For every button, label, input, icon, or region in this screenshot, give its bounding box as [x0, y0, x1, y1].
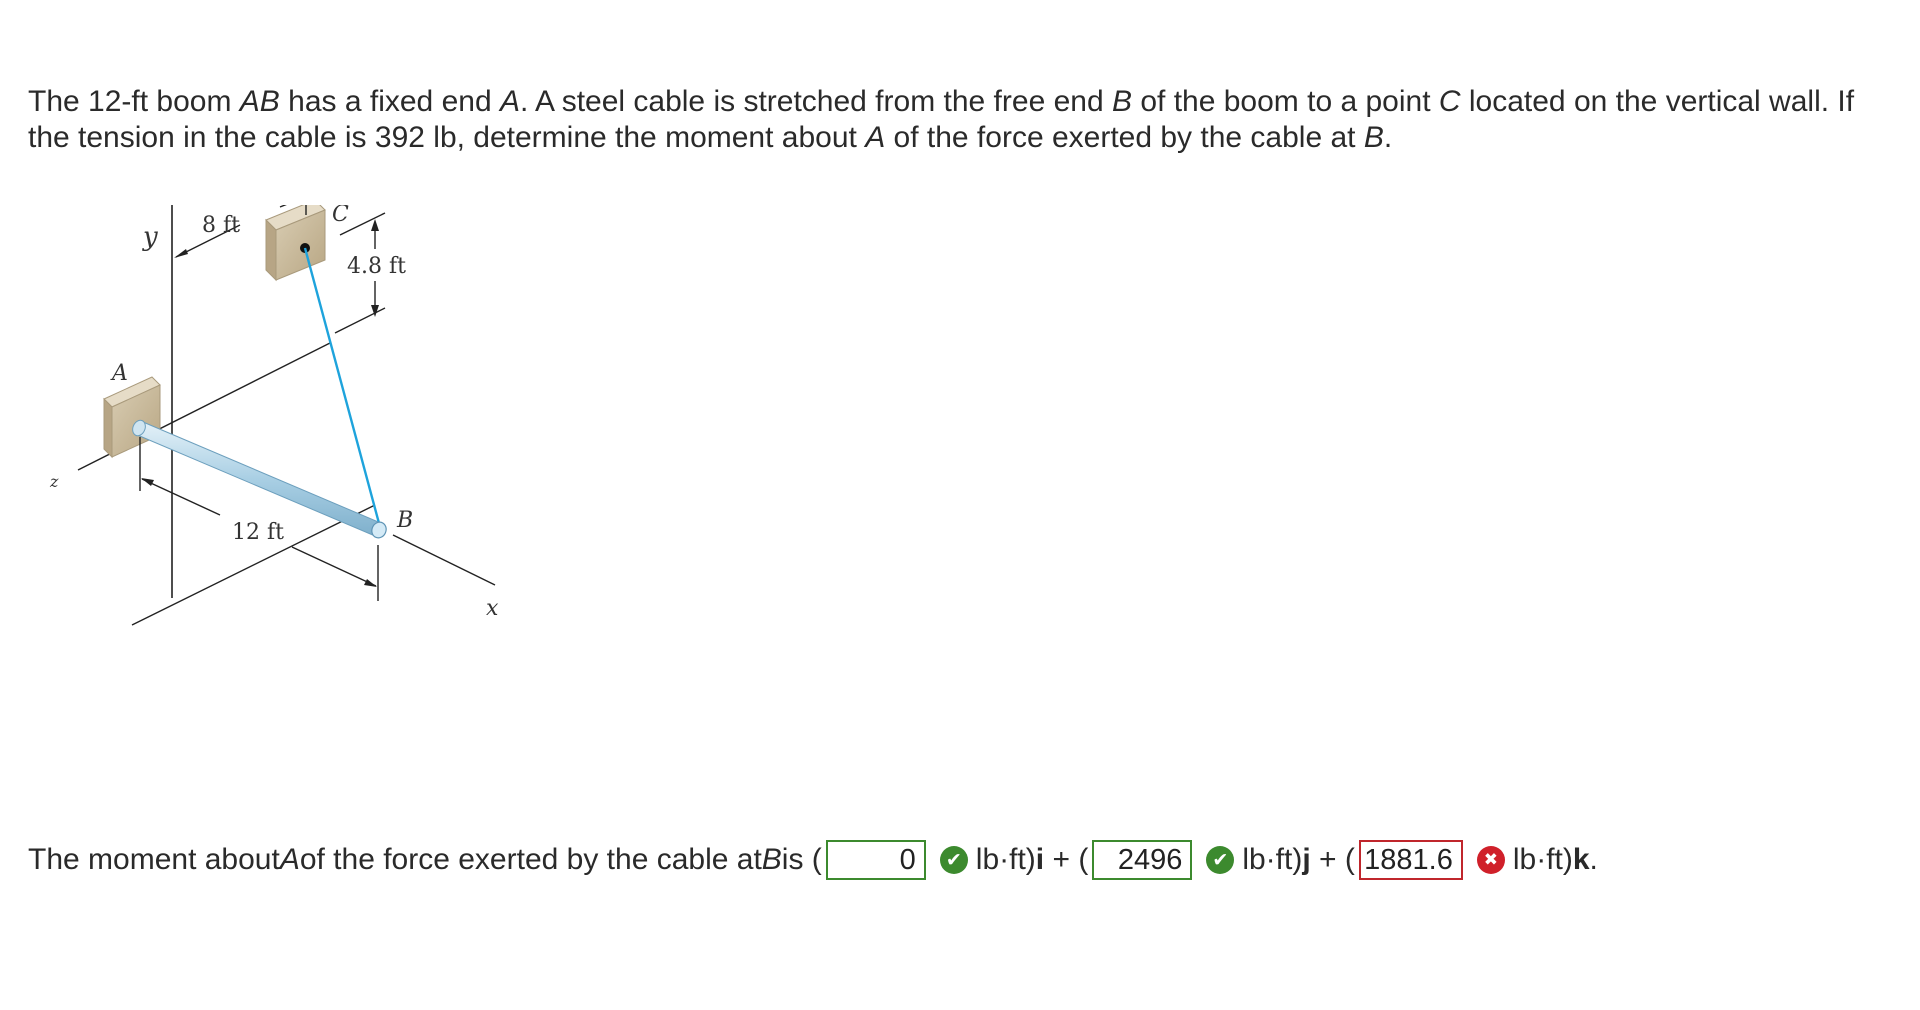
- problem-statement: [28, 84, 1888, 156]
- unit-j: [1242, 843, 1310, 877]
- answer-var: A: [279, 843, 300, 876]
- x-axis-line: [393, 535, 495, 585]
- answer-var: B: [761, 843, 782, 876]
- problem-text: of the force exerted by the cable at: [885, 121, 1364, 154]
- problem-text: has a fixed end: [279, 85, 500, 118]
- unit-i-vector: i: [1035, 843, 1045, 876]
- plus-sign: + (: [1310, 843, 1355, 876]
- checkmark-icon: ✔: [940, 846, 968, 874]
- dim-8ft-label: 8 ft: [202, 213, 240, 238]
- dim-12-arrow-left: [141, 478, 154, 486]
- problem-text: The 12-ft boom: [28, 85, 240, 118]
- answer-text: The moment about: [28, 843, 280, 876]
- x-icon: ✖: [1477, 846, 1505, 874]
- point-b-label: B: [397, 508, 414, 533]
- checkmark-icon: ✔: [1206, 846, 1234, 874]
- problem-text: . A steel cable is stretched from the free end: [519, 85, 1112, 118]
- answer-text: of the force exerted by the cable at: [299, 843, 762, 876]
- unit-j-vector: j: [1302, 843, 1311, 876]
- problem-var: A: [865, 121, 886, 154]
- unit-k-text: lb·ft): [1512, 843, 1573, 876]
- dim-48-arrow-top: [371, 219, 379, 231]
- dim-12-line-right: [292, 547, 376, 586]
- answer-text: is (: [781, 843, 822, 876]
- x-axis-label: x: [486, 596, 499, 621]
- unit-j-text: lb·ft): [1242, 843, 1303, 876]
- boom-cable-figure: [40, 205, 600, 765]
- dim-12-line-left: [142, 479, 220, 515]
- problem-var: AB: [239, 85, 280, 118]
- z-axis-label: z: [50, 472, 59, 491]
- wall-block-c: [266, 205, 325, 280]
- moment-i-input[interactable]: 0: [826, 840, 926, 880]
- problem-text: of the boom to a point: [1132, 85, 1439, 118]
- dim-12-arrow-right: [364, 579, 377, 587]
- unit-k-vector: k: [1572, 843, 1590, 876]
- dim-12-label: 12 ft: [232, 520, 284, 545]
- point-c-label: C: [332, 205, 349, 227]
- problem-var: A: [499, 85, 520, 118]
- problem-var: C: [1438, 85, 1461, 118]
- unit-i: [976, 843, 1044, 877]
- problem-var: B: [1363, 121, 1384, 154]
- y-axis-label: y: [143, 222, 158, 252]
- answer-row: [28, 838, 1598, 882]
- moment-k-input[interactable]: 1881.6: [1359, 840, 1463, 880]
- dim-48-bottom-ext: [335, 308, 385, 333]
- problem-var: B: [1111, 85, 1132, 118]
- problem-text: .: [1383, 121, 1393, 154]
- unit-i-text: lb·ft): [975, 843, 1036, 876]
- problem-text: located on the vertical wall. If the tension in the cable is 392 lb, determine the moment about: [28, 85, 1855, 154]
- wall-block-a: [104, 377, 160, 457]
- dim-48-label: 4.8 ft: [347, 254, 406, 279]
- steel-cable: [305, 248, 380, 527]
- moment-j-input[interactable]: 2496: [1092, 840, 1192, 880]
- unit-k-end: .: [1589, 843, 1598, 876]
- plus-sign: + (: [1044, 843, 1089, 876]
- point-a-label: A: [112, 361, 128, 386]
- dim-8ft-arrow-left: [174, 249, 188, 258]
- unit-k: [1513, 843, 1598, 877]
